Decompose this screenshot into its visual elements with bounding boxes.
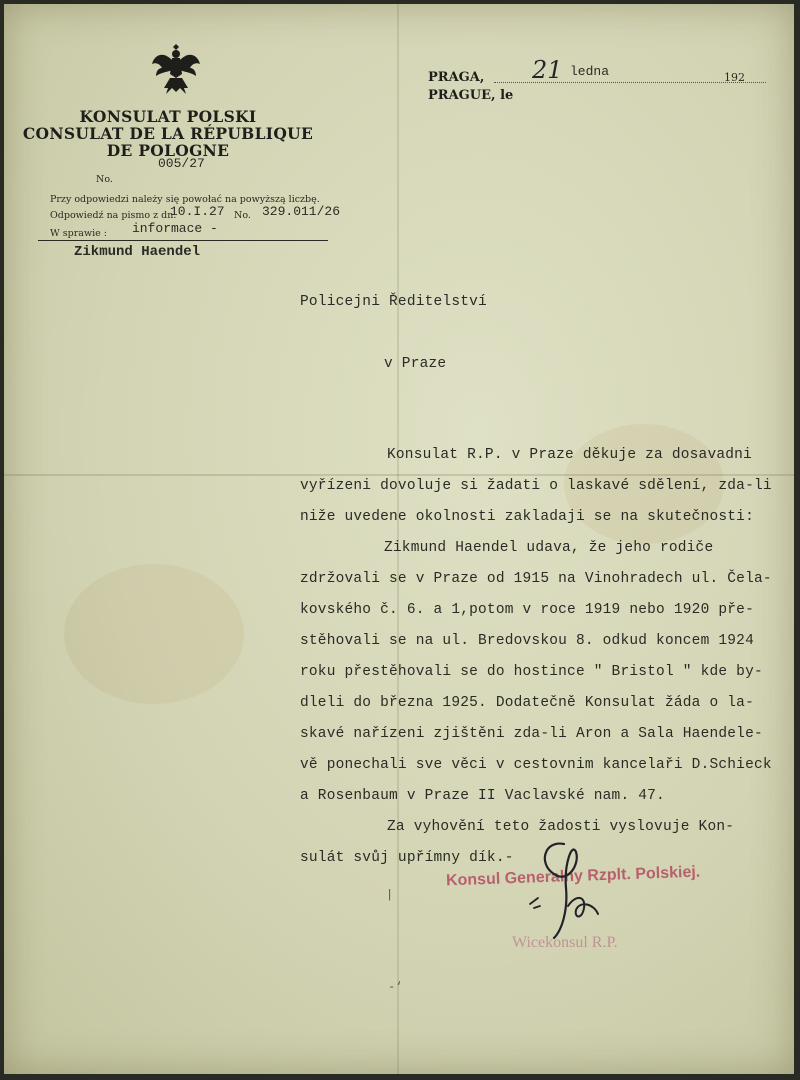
paper-stain	[64, 564, 244, 704]
letter-sheet	[4, 4, 794, 1074]
place-prague: PRAGUE, le	[428, 88, 514, 103]
body-line: vě ponechali sve věci v cestovnim kancelaři D.Schieck	[300, 757, 772, 773]
addressee-line1: Policejni Ředitelství	[300, 294, 487, 310]
body-line: zdržovali se v Praze od 1915 na Vinohradech ul. Čela-	[300, 571, 772, 587]
reply-to-letter-date: 10.I.27	[170, 204, 225, 219]
date-month: ledna	[570, 64, 610, 79]
body-line: Za vyhovění teto žadosti vyslovuje Kon-	[387, 819, 735, 835]
consul-general-stamp: Konsul Generalny Rzplt. Polskiej.	[445, 863, 701, 890]
vice-consul-stamp: Wicekonsul R.P.	[512, 934, 618, 951]
body-line: Konsulat R.P. v Praze děkuje za dosavadni	[387, 447, 752, 463]
date-year: 192	[724, 71, 745, 84]
polish-eagle-emblem-icon	[150, 40, 202, 102]
handwritten-signature	[524, 834, 624, 944]
consulate-name-french-line2: DE POLOGNE	[106, 141, 230, 160]
place-praga: PRAGA,	[428, 70, 485, 85]
addressee-line2: v Praze	[384, 356, 447, 372]
body-line: roku přestěhovali se do hostince " Bristol " kde by-	[300, 664, 763, 680]
stray-mark: -‘	[388, 980, 403, 994]
subject-label: W sprawie :	[50, 228, 107, 239]
reply-instruction: Przy odpowiedzi należy się powołać na powyższą liczbę.	[50, 194, 320, 205]
body-line: a Rosenbaum v Praze II Vaclavské nam. 47.	[300, 788, 665, 804]
reply-to-letter-number: 329.011/26	[262, 204, 341, 219]
reply-no-label: No.	[234, 210, 251, 221]
body-line: vyřízeni dovoluje si žadati o laskavé sdělení, zda-li	[300, 478, 772, 494]
body-line: stěhovali se na ul. Bredovskou 8. odkud koncem 1924	[300, 633, 754, 649]
body-line: dleli do března 1925. Dodatečně Konsulat žáda o la-	[300, 695, 754, 711]
body-line: Zikmund Haendel udava, že jeho rodiče	[384, 540, 714, 556]
body-line: niže uvedene okolnosti zakladaji se na skutečnosti:	[300, 509, 754, 525]
handwritten-day: 21	[532, 56, 563, 84]
stray-mark: |	[386, 888, 394, 902]
reply-to-letter-label: Odpowiedź na pismo z dn.	[50, 210, 177, 221]
consulate-name-french-line1: CONSULAT DE LA RÉPUBLIQUE	[22, 124, 314, 143]
subject-name: Zikmund Haendel	[74, 244, 201, 260]
body-line: skavé nařízeni zjištěni zda-li Aron a Sala Haendele-	[300, 726, 763, 742]
body-line: kovského č. 6. a 1,potom v roce 1919 nebo 1920 pře-	[300, 602, 754, 618]
no-label: No.	[96, 174, 113, 185]
consulate-name-polish: KONSULAT POLSKI	[79, 107, 257, 126]
fold-line-vertical	[397, 4, 399, 1074]
subject-value: informace -	[132, 221, 218, 236]
reference-number: 005/27	[158, 156, 205, 171]
header-rule	[38, 240, 328, 241]
body-line: sulát svůj upřímny dík.-	[300, 850, 514, 866]
